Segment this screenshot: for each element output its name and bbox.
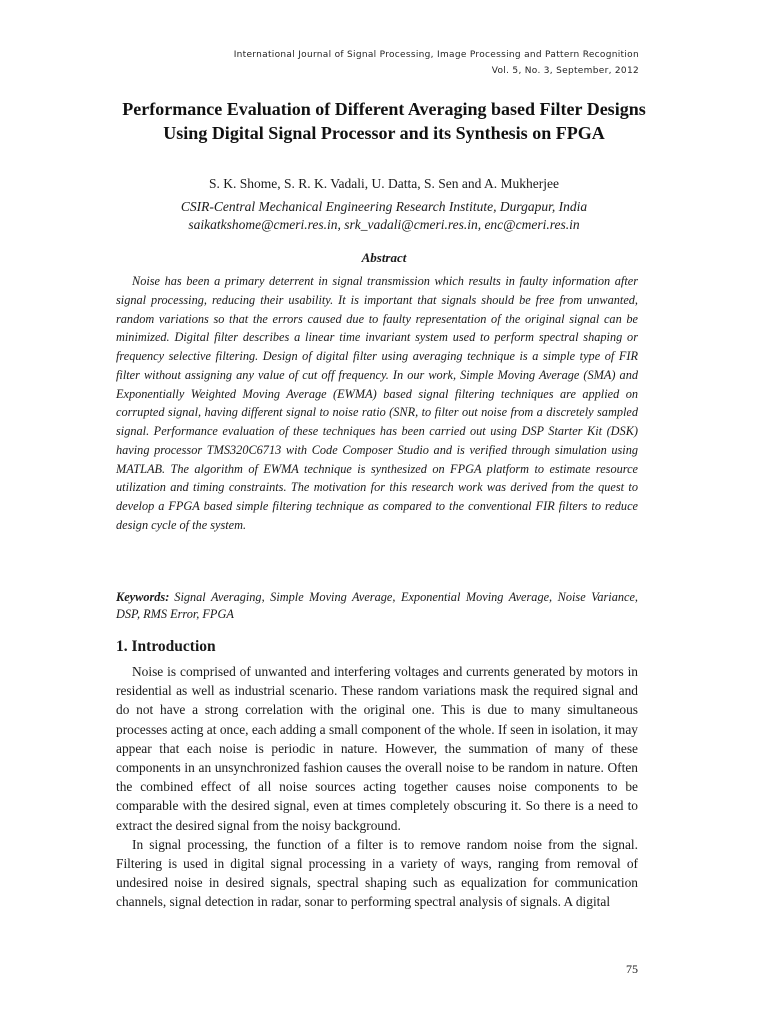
affiliation-institute: CSIR-Central Mechanical Engineering Research Institute, Durgapur, India <box>180 199 588 214</box>
keywords-label: Keywords: <box>116 590 170 604</box>
running-head <box>234 47 639 79</box>
affiliation <box>100 198 668 234</box>
keywords <box>116 589 638 623</box>
paper-title-line-2: Using Digital Signal Processor and its Synthesis on FPGA <box>163 123 605 143</box>
introduction-paragraph-2: In signal processing, the function of a filter is to remove random noise from the signal. Filtering is used in digital signal processing in a variety of ways, ranging from removal of undesired noise in desired signals, spectral shaping such as equalization for communication channels, signal detection in radar, sonar to performing spectral analysis of signals. A digital <box>116 836 638 910</box>
introduction-paragraph-1: Noise is comprised of unwanted and interfering voltages and currents generated by motors in residential as well as industrial scenario. These random variations mask the required signal and do not have a strong correlation with the original one. This is due to many simultaneous processes acting at once, each adding a small component of the whole. If seen in isolation, it may appear that each noise is periodic in nature. However, the summation of many of these components in an unsynchronized fashion causes the overall noise to be random in nature. Often the combined effect of all noise sources acting together causes noise components to be comparable with the desired signal, even at times completely obscuring it. So there is a need to extract the desired signal from the noisy background. <box>116 664 638 833</box>
paper-title-line-1: Performance Evaluation of Different Averaging based Filter Designs <box>122 99 646 119</box>
keywords-text: Signal Averaging, Simple Moving Average, Exponential Moving Average, Noise Variance, DSP, RMS Error, FPGA <box>116 590 638 621</box>
author-list: S. K. Shome, S. R. K. Vadali, U. Datta, S. Sen and A. Mukherjee <box>209 176 559 191</box>
abstract-heading: Abstract <box>361 250 407 265</box>
introduction-body <box>116 662 638 912</box>
section-heading-introduction: 1. Introduction <box>116 638 216 655</box>
journal-name: International Journal of Signal Processing, Image Processing and Pattern Recognition <box>233 50 639 60</box>
abstract-body: Noise has been a primary deterrent in signal transmission which results in faulty information after signal processing, reducing their usability. It is important that signals should be free from unwanted, random variations so that the errors caused due to faulty representation of the original signal can be minimized. Digital filter describes a linear time invariant system used to perform spectral shaping or frequency selective filtering. Design of digital filter using averaging technique is a simple type of FIR filter without assigning any value of cut off frequency. In our work, Simple Moving Average (SMA) and Exponentially Weighted Moving Average (EWMA) based signal filtering techniques are applied on corrupted signal, having different signal to noise ratio (SNR, to filter out noise from a discretely sampled signal. Performance evaluation of these techniques has been carried out using DSP Starter Kit (DSK) having processor TMS320C6713 with Code Composer Studio and is verified through simulation using MATLAB. The algorithm of EWMA technique is synthesized on FPGA platform to estimate resource utilization and timing constraints. The motivation for this research work was derived from the quest to develop a FPGA based simple filtering technique as compared to the conventional FIR filters to reduce design cycle of the system. <box>116 274 638 532</box>
paper-title <box>100 97 668 145</box>
page-number: 75 <box>626 962 638 976</box>
journal-volume: Vol. 5, No. 3, September, 2012 <box>491 66 639 76</box>
affiliation-emails: saikatkshome@cmeri.res.in, srk_vadali@cmeri.res.in, enc@cmeri.res.in <box>188 217 580 232</box>
